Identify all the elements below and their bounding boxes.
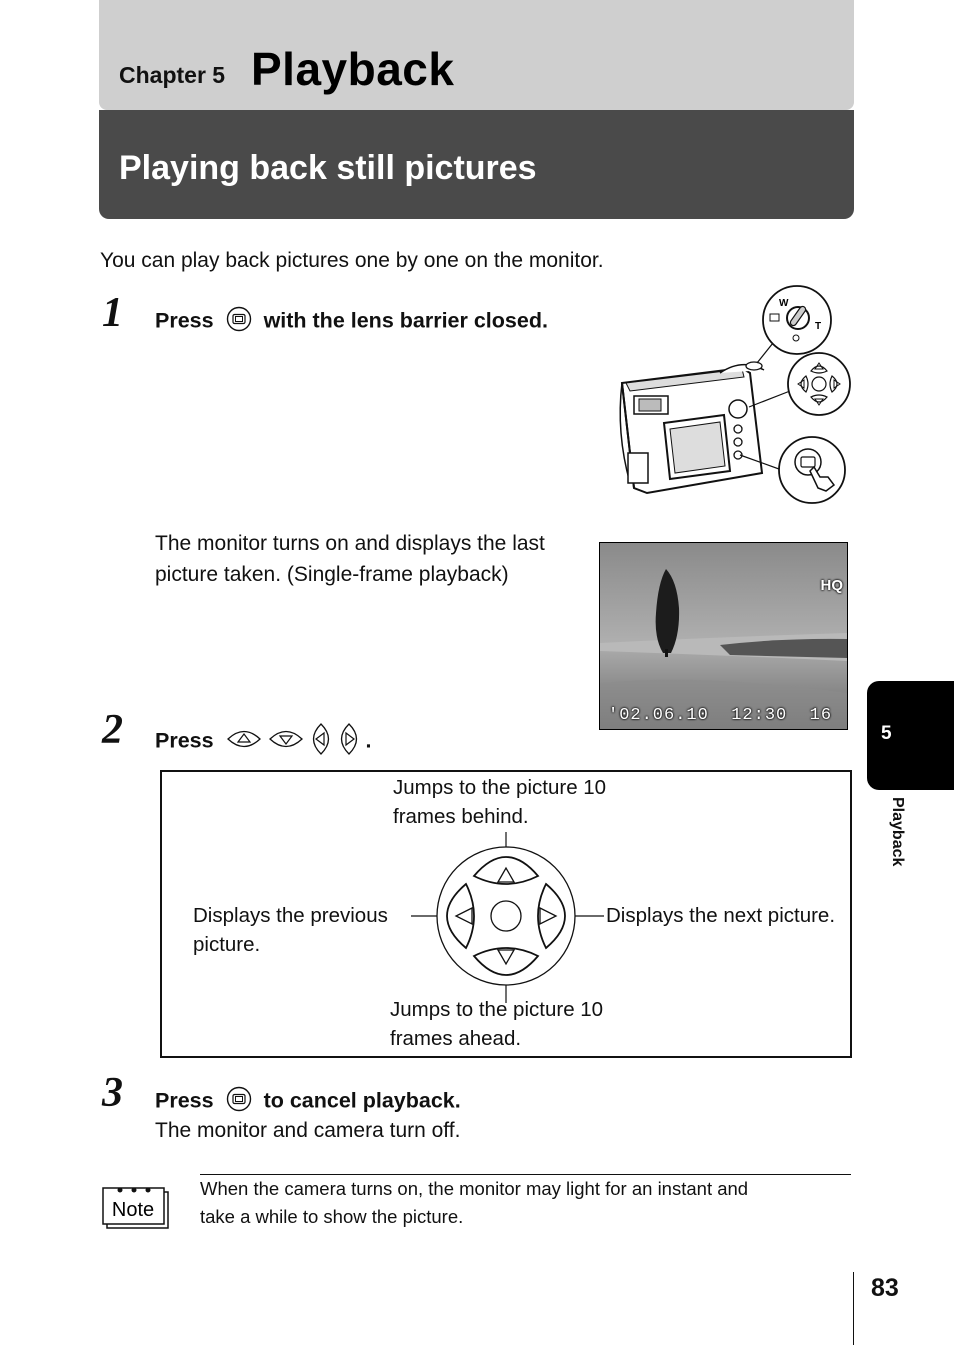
note-badge-label: Note xyxy=(111,1199,155,1221)
up-label-line-1: Jumps to the picture 10 xyxy=(393,776,607,799)
step-3-result: The monitor and camera turn off. xyxy=(155,1119,461,1142)
step-2-press: Press xyxy=(155,728,214,753)
ok-button-icon xyxy=(491,901,521,931)
step-2-instruction xyxy=(155,722,372,762)
note-text xyxy=(200,1175,748,1231)
right-arrow-button-icon xyxy=(338,722,360,762)
playback-button-icon xyxy=(226,306,252,338)
quality-indicator: HQ xyxy=(820,577,843,594)
step-1-result-line-2: picture taken. (Single-frame playback) xyxy=(155,563,509,586)
page-number-divider xyxy=(853,1272,854,1345)
left-label-line-1: Displays the previous xyxy=(193,904,388,927)
step-1-instruction xyxy=(155,306,548,338)
step-number-3: 3 xyxy=(102,1070,123,1116)
arrow-pad-callout xyxy=(788,353,850,415)
step-number-1: 1 xyxy=(102,290,123,336)
camera-body xyxy=(620,362,764,493)
photo-info-overlay xyxy=(608,706,832,725)
chapter-tab-label: Playback xyxy=(889,797,906,867)
chapter-header-band xyxy=(99,0,854,110)
step-2-period: . xyxy=(365,728,372,753)
step-1-result-line-1: The monitor turns on and displays the last xyxy=(155,532,545,555)
zoom-tele-label: T xyxy=(815,321,822,332)
photo-scene xyxy=(600,543,847,729)
zoom-lever-callout xyxy=(763,286,831,354)
playback-button-icon xyxy=(226,1086,252,1118)
down-label-line-2: frames ahead. xyxy=(390,1027,522,1050)
note-badge-icon xyxy=(102,1184,170,1230)
step-3-press: Press xyxy=(155,1088,214,1113)
step-1-text: with the lens barrier closed. xyxy=(263,308,548,333)
left-label-line-2: picture. xyxy=(193,933,261,956)
chapter-label: Chapter 5 xyxy=(119,62,226,88)
note-line-1: When the camera turns on, the monitor may light for an instant and xyxy=(200,1178,749,1199)
left-label xyxy=(193,901,388,959)
camera-illustration xyxy=(612,283,857,505)
intro-text: You can play back pictures one by one on the monitor. xyxy=(100,249,604,272)
up-arrow-button-icon xyxy=(226,728,262,756)
step-number-2: 2 xyxy=(102,707,123,753)
playback-button-callout xyxy=(779,437,845,503)
right-label: Displays the next picture. xyxy=(606,904,836,927)
zoom-wide-label: W xyxy=(779,298,789,309)
photo-frame-count: 16 xyxy=(809,706,833,725)
page-number: 83 xyxy=(871,1274,899,1302)
up-label xyxy=(393,773,606,831)
chapter-tab-number: 5 xyxy=(881,723,892,744)
note-line-2: take a while to show the picture. xyxy=(200,1206,464,1227)
step-1-press: Press xyxy=(155,308,214,333)
photo-time: 12:30 xyxy=(731,706,788,725)
chapter-title: Playback xyxy=(251,43,455,95)
playback-photo xyxy=(599,542,848,730)
up-label-line-2: frames behind. xyxy=(393,805,529,828)
step-3-text: to cancel playback. xyxy=(263,1088,461,1113)
step-1-result xyxy=(155,528,545,590)
section-title: Playing back still pictures xyxy=(119,149,537,187)
photo-date: '02.06.10 xyxy=(608,706,709,725)
down-arrow-button-icon xyxy=(268,728,304,756)
arrow-pad-graphic xyxy=(408,830,608,1005)
step-3-instruction xyxy=(155,1086,461,1118)
down-label-line-1: Jumps to the picture 10 xyxy=(390,998,604,1021)
left-arrow-button-icon xyxy=(310,722,332,762)
